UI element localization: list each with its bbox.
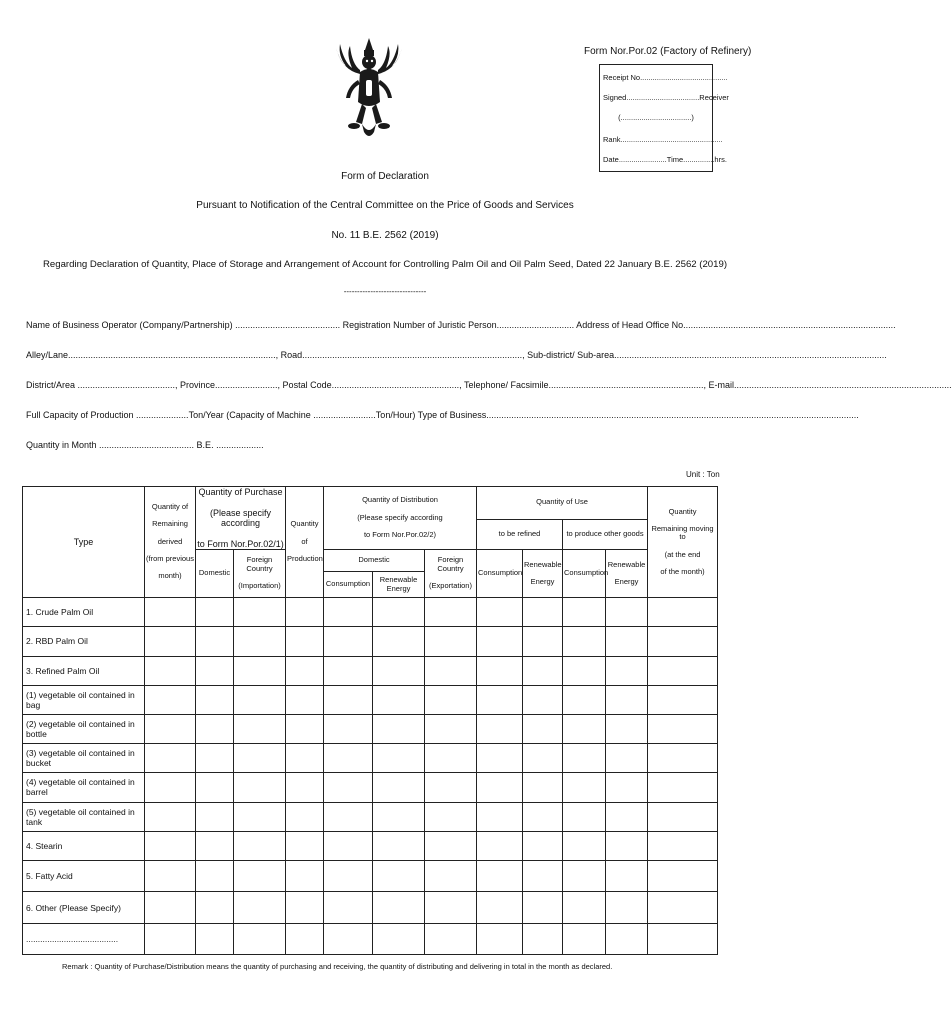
table-cell-input[interactable]	[523, 685, 563, 714]
header-use-renewable-1: Renewable Energy	[523, 550, 563, 598]
header-dist-domestic: Domestic	[324, 550, 425, 572]
table-cell-input[interactable]	[477, 861, 523, 892]
table-cell-input[interactable]	[196, 923, 234, 954]
table-cell-input[interactable]	[286, 744, 324, 773]
header-distribution: Quantity of Distribution (Please specify according to Form Nor.Por.02/2)	[324, 487, 477, 550]
table-cell-input[interactable]	[145, 892, 196, 923]
table-cell-input[interactable]	[196, 598, 234, 627]
table-cell-input[interactable]	[563, 802, 606, 831]
table-cell-input[interactable]	[145, 598, 196, 627]
table-cell-input[interactable]	[286, 714, 324, 743]
table-cell-input[interactable]	[286, 861, 324, 892]
table-cell-input[interactable]	[196, 685, 234, 714]
header-purchase: Quantity of Purchase (Please specify according to Form Nor.Por.02/1)	[197, 487, 284, 549]
table-cell-input[interactable]	[523, 714, 563, 743]
table-cell-input[interactable]	[425, 685, 477, 714]
table-row	[23, 923, 718, 954]
table-row	[23, 802, 718, 831]
garuda-emblem-icon	[332, 36, 406, 146]
table-cell-input[interactable]	[196, 656, 234, 685]
table-cell-input[interactable]	[145, 831, 196, 860]
header-dist-renewable: Renewable Energy	[373, 572, 425, 598]
table-cell-input[interactable]	[324, 685, 373, 714]
table-cell-input[interactable]	[234, 892, 286, 923]
table-row	[23, 627, 718, 656]
table-cell-input[interactable]	[563, 685, 606, 714]
table-cell-input[interactable]	[425, 892, 477, 923]
table-cell-input[interactable]	[196, 627, 234, 656]
table-cell-input[interactable]	[196, 861, 234, 892]
receipt-no-field[interactable]: Receipt No..........................................	[603, 73, 728, 82]
table-cell-input[interactable]	[477, 744, 523, 773]
table-cell-input[interactable]	[648, 598, 718, 627]
table-cell-input[interactable]	[523, 831, 563, 860]
table-cell-input[interactable]	[234, 861, 286, 892]
info-line-address[interactable]: Alley/Lane..................................................................................., Road........................................................................................, Sub-district/ Sub-area.............................................................................................................	[26, 350, 887, 360]
table-cell-input[interactable]	[234, 714, 286, 743]
form-code: Form Nor.Por.02 (Factory of Refinery)	[584, 46, 752, 57]
table-cell-input[interactable]	[477, 773, 523, 802]
table-cell-input[interactable]	[477, 923, 523, 954]
table-cell-input[interactable]	[196, 714, 234, 743]
table-cell-input[interactable]	[606, 773, 648, 802]
header-dist-foreign: Foreign Country (Exportation)	[425, 550, 477, 598]
table-cell-input[interactable]	[373, 627, 425, 656]
table-cell-input[interactable]	[145, 773, 196, 802]
table-cell-input[interactable]	[373, 598, 425, 627]
table-cell-input[interactable]	[145, 714, 196, 743]
header-purchase-domestic: Domestic	[196, 550, 234, 598]
header-use-consumption-2: Consumption	[563, 550, 606, 598]
table-row	[23, 685, 718, 714]
table-cell-input[interactable]	[523, 627, 563, 656]
table-cell-input[interactable]	[286, 831, 324, 860]
row-type-label: 3. Refined Palm Oil	[23, 656, 145, 685]
table-cell-input[interactable]	[606, 923, 648, 954]
table-cell-input[interactable]	[324, 831, 373, 860]
form-title: Form of Declaration	[341, 171, 429, 182]
table-cell-input[interactable]	[373, 744, 425, 773]
table-cell-input[interactable]	[234, 773, 286, 802]
row-type-label: 4. Stearin	[23, 831, 145, 860]
receiver-signature-field[interactable]: Signed...................................Receiver	[603, 93, 729, 102]
table-cell-input[interactable]	[477, 598, 523, 627]
table-cell-input[interactable]	[234, 598, 286, 627]
table-cell-input[interactable]	[286, 685, 324, 714]
header-dist-consumption: Consumption	[324, 572, 373, 598]
table-cell-input[interactable]	[373, 923, 425, 954]
table-cell-input[interactable]	[606, 714, 648, 743]
table-cell-input[interactable]	[286, 598, 324, 627]
table-cell-input[interactable]	[145, 861, 196, 892]
table-cell-input[interactable]	[563, 627, 606, 656]
table-cell-input[interactable]	[606, 802, 648, 831]
table-cell-input[interactable]	[145, 685, 196, 714]
table-row	[23, 892, 718, 923]
table-cell-input[interactable]	[648, 923, 718, 954]
table-cell-input[interactable]	[425, 656, 477, 685]
row-type-label: (2) vegetable oil contained in bottle	[23, 714, 145, 743]
row-type-label: 5. Fatty Acid	[23, 861, 145, 892]
table-cell-input[interactable]	[563, 923, 606, 954]
table-cell-input[interactable]	[606, 861, 648, 892]
table-cell-input[interactable]	[373, 861, 425, 892]
table-cell-input[interactable]	[606, 598, 648, 627]
row-type-label: (4) vegetable oil contained in barrel	[23, 773, 145, 802]
table-cell-input[interactable]	[477, 714, 523, 743]
table-cell-input[interactable]	[648, 685, 718, 714]
form-subtitle-number: No. 11 B.E. 2562 (2019)	[331, 230, 439, 241]
table-cell-input[interactable]	[606, 892, 648, 923]
title-separator: -------------------------------	[343, 287, 427, 296]
table-cell-input[interactable]	[234, 744, 286, 773]
table-cell-input[interactable]	[145, 923, 196, 954]
header-use-refined: to be refined	[477, 519, 563, 550]
table-cell-input[interactable]	[145, 656, 196, 685]
table-cell-input[interactable]	[324, 861, 373, 892]
table-cell-input[interactable]	[425, 861, 477, 892]
table-cell-input[interactable]	[523, 923, 563, 954]
table-cell-input[interactable]	[234, 831, 286, 860]
table-cell-input[interactable]	[563, 656, 606, 685]
table-cell-input[interactable]	[286, 892, 324, 923]
table-cell-input[interactable]	[425, 598, 477, 627]
date-time-field[interactable]: Date.......................Time...............hrs.	[603, 155, 727, 164]
table-cell-input[interactable]	[145, 744, 196, 773]
header-remaining-end: Quantity Remaining moving to (at the end of the month)	[648, 487, 718, 598]
table-cell-input[interactable]	[373, 656, 425, 685]
table-cell-input[interactable]	[196, 892, 234, 923]
table-cell-input[interactable]	[425, 773, 477, 802]
table-cell-input[interactable]	[324, 744, 373, 773]
row-type-label: (3) vegetable oil contained in bucket	[23, 744, 145, 773]
table-body	[23, 598, 718, 955]
table-cell-input[interactable]	[477, 892, 523, 923]
table-cell-input[interactable]	[606, 685, 648, 714]
header-use-other-goods: to produce other goods	[563, 519, 648, 550]
table-cell-input[interactable]	[286, 656, 324, 685]
row-type-label: (5) vegetable oil contained in tank	[23, 802, 145, 831]
row-type-label: 1. Crude Palm Oil	[23, 598, 145, 627]
table-cell-input[interactable]	[425, 802, 477, 831]
table-cell-input[interactable]	[606, 831, 648, 860]
table-cell-input[interactable]	[196, 744, 234, 773]
header-use: Quantity of Use	[477, 487, 648, 520]
table-cell-input[interactable]	[606, 744, 648, 773]
table-cell-input[interactable]	[373, 892, 425, 923]
table-cell-input[interactable]	[425, 627, 477, 656]
table-cell-input[interactable]	[648, 714, 718, 743]
row-type-label: 6. Other (Please Specify)	[23, 892, 145, 923]
table-cell-input[interactable]	[563, 861, 606, 892]
table-cell-input[interactable]	[286, 923, 324, 954]
rank-field[interactable]: Rank.................................................	[603, 135, 723, 144]
table-cell-input[interactable]	[196, 831, 234, 860]
table-cell-input[interactable]	[324, 892, 373, 923]
table-cell-input[interactable]	[373, 802, 425, 831]
table-cell-input[interactable]	[563, 714, 606, 743]
table-cell-input[interactable]	[563, 744, 606, 773]
table-cell-input[interactable]	[648, 656, 718, 685]
table-cell-input[interactable]	[477, 656, 523, 685]
table-cell-input[interactable]	[648, 802, 718, 831]
table-cell-input[interactable]	[425, 923, 477, 954]
table-cell-input[interactable]	[324, 923, 373, 954]
form-subtitle-regarding: Regarding Declaration of Quantity, Place of Storage and Arrangement of Account for Controlling Palm Oil and Oil Palm Seed, Dated 22 January B.E. 2562 (2019)	[42, 259, 728, 270]
table-cell-input[interactable]	[373, 714, 425, 743]
table-cell-input[interactable]	[648, 831, 718, 860]
table-cell-input[interactable]	[324, 773, 373, 802]
header-use-consumption-1: Consumption	[477, 550, 523, 598]
declaration-table	[22, 486, 718, 955]
table-cell-input[interactable]	[145, 627, 196, 656]
table-cell-input[interactable]	[373, 831, 425, 860]
table-cell-input[interactable]	[563, 831, 606, 860]
table-cell-input[interactable]	[324, 802, 373, 831]
table-cell-input[interactable]	[648, 744, 718, 773]
table-cell-input[interactable]	[196, 773, 234, 802]
table-row	[23, 598, 718, 627]
table-cell-input[interactable]	[234, 685, 286, 714]
header-type: Type	[23, 487, 145, 598]
info-line-month[interactable]: Quantity in Month ...................................... B.E. ...................	[26, 440, 264, 450]
table-cell-input[interactable]	[648, 861, 718, 892]
table-cell-input[interactable]	[523, 773, 563, 802]
table-row	[23, 744, 718, 773]
table-cell-input[interactable]	[523, 802, 563, 831]
table-row	[23, 656, 718, 685]
table-cell-input[interactable]	[563, 598, 606, 627]
header-use-renewable-2: Renewable Energy	[606, 550, 648, 598]
table-cell-input[interactable]	[425, 744, 477, 773]
table-cell-input[interactable]	[373, 685, 425, 714]
table-cell-input[interactable]	[563, 892, 606, 923]
table-cell-input[interactable]	[324, 656, 373, 685]
table-cell-input[interactable]	[234, 802, 286, 831]
table-cell-input[interactable]	[523, 892, 563, 923]
header-purchase-foreign: Foreign Country (Importation)	[234, 550, 286, 598]
table-cell-input[interactable]	[324, 627, 373, 656]
table-row	[23, 714, 718, 743]
table-cell-input[interactable]	[648, 892, 718, 923]
row-type-label: (1) vegetable oil contained in bag	[23, 685, 145, 714]
unit-label: Unit : Ton	[686, 470, 720, 479]
table-row	[23, 861, 718, 892]
table-cell-input[interactable]	[324, 714, 373, 743]
table-cell-input[interactable]	[477, 831, 523, 860]
info-line-operator[interactable]: Name of Business Operator (Company/Partnership) .......................................... Registration Number of Juristic Person............................... Address of Head Office No.....................................................................................	[26, 320, 896, 330]
table-cell-input[interactable]	[477, 627, 523, 656]
table-cell-input[interactable]	[234, 923, 286, 954]
table-cell-input[interactable]	[606, 656, 648, 685]
table-cell-input[interactable]	[286, 773, 324, 802]
table-cell-input[interactable]	[324, 598, 373, 627]
table-cell-input[interactable]	[648, 773, 718, 802]
table-cell-input[interactable]	[145, 802, 196, 831]
receipt-box	[599, 64, 729, 172]
table-cell-input[interactable]	[234, 656, 286, 685]
row-type-label: .......................................	[23, 923, 145, 954]
table-cell-input[interactable]	[234, 627, 286, 656]
table-cell-input[interactable]	[196, 802, 234, 831]
table-row	[23, 831, 718, 860]
receiver-name-field[interactable]: (..................................)	[618, 113, 694, 122]
remark-note: Remark : Quantity of Purchase/Distribution means the quantity of purchasing and receiving, the quantity of distributing and delivering in total in the month as declared.	[62, 962, 613, 971]
table-cell-input[interactable]	[523, 861, 563, 892]
table-cell-input[interactable]	[523, 598, 563, 627]
table-cell-input[interactable]	[523, 744, 563, 773]
header-production: Quantity of Production	[286, 487, 324, 598]
row-type-label: 2. RBD Palm Oil	[23, 627, 145, 656]
table-cell-input[interactable]	[286, 802, 324, 831]
form-subtitle-notification: Pursuant to Notification of the Central Committee on the Price of Goods and Services	[196, 200, 574, 211]
table-cell-input[interactable]	[606, 627, 648, 656]
table-cell-input[interactable]	[477, 802, 523, 831]
table-cell-input[interactable]	[425, 714, 477, 743]
table-cell-input[interactable]	[648, 627, 718, 656]
table-cell-input[interactable]	[477, 685, 523, 714]
table-cell-input[interactable]	[425, 831, 477, 860]
table-cell-input[interactable]	[523, 656, 563, 685]
table-cell-input[interactable]	[286, 627, 324, 656]
info-line-district[interactable]: District/Area ......................................., Province........................., Postal Code..................................................., Telephone/ Facsimile.............................................................., E-mail.......................................................................................	[26, 380, 952, 390]
table-cell-input[interactable]	[373, 773, 425, 802]
info-line-capacity[interactable]: Full Capacity of Production .....................Ton/Year (Capacity of Machine .........................Ton/Hour) Type of Business.....................................................................................................................................................	[26, 410, 859, 420]
table-cell-input[interactable]	[563, 773, 606, 802]
table-row	[23, 773, 718, 802]
header-remaining-previous: Quantity of Remaining derived (from previous month)	[145, 487, 196, 598]
